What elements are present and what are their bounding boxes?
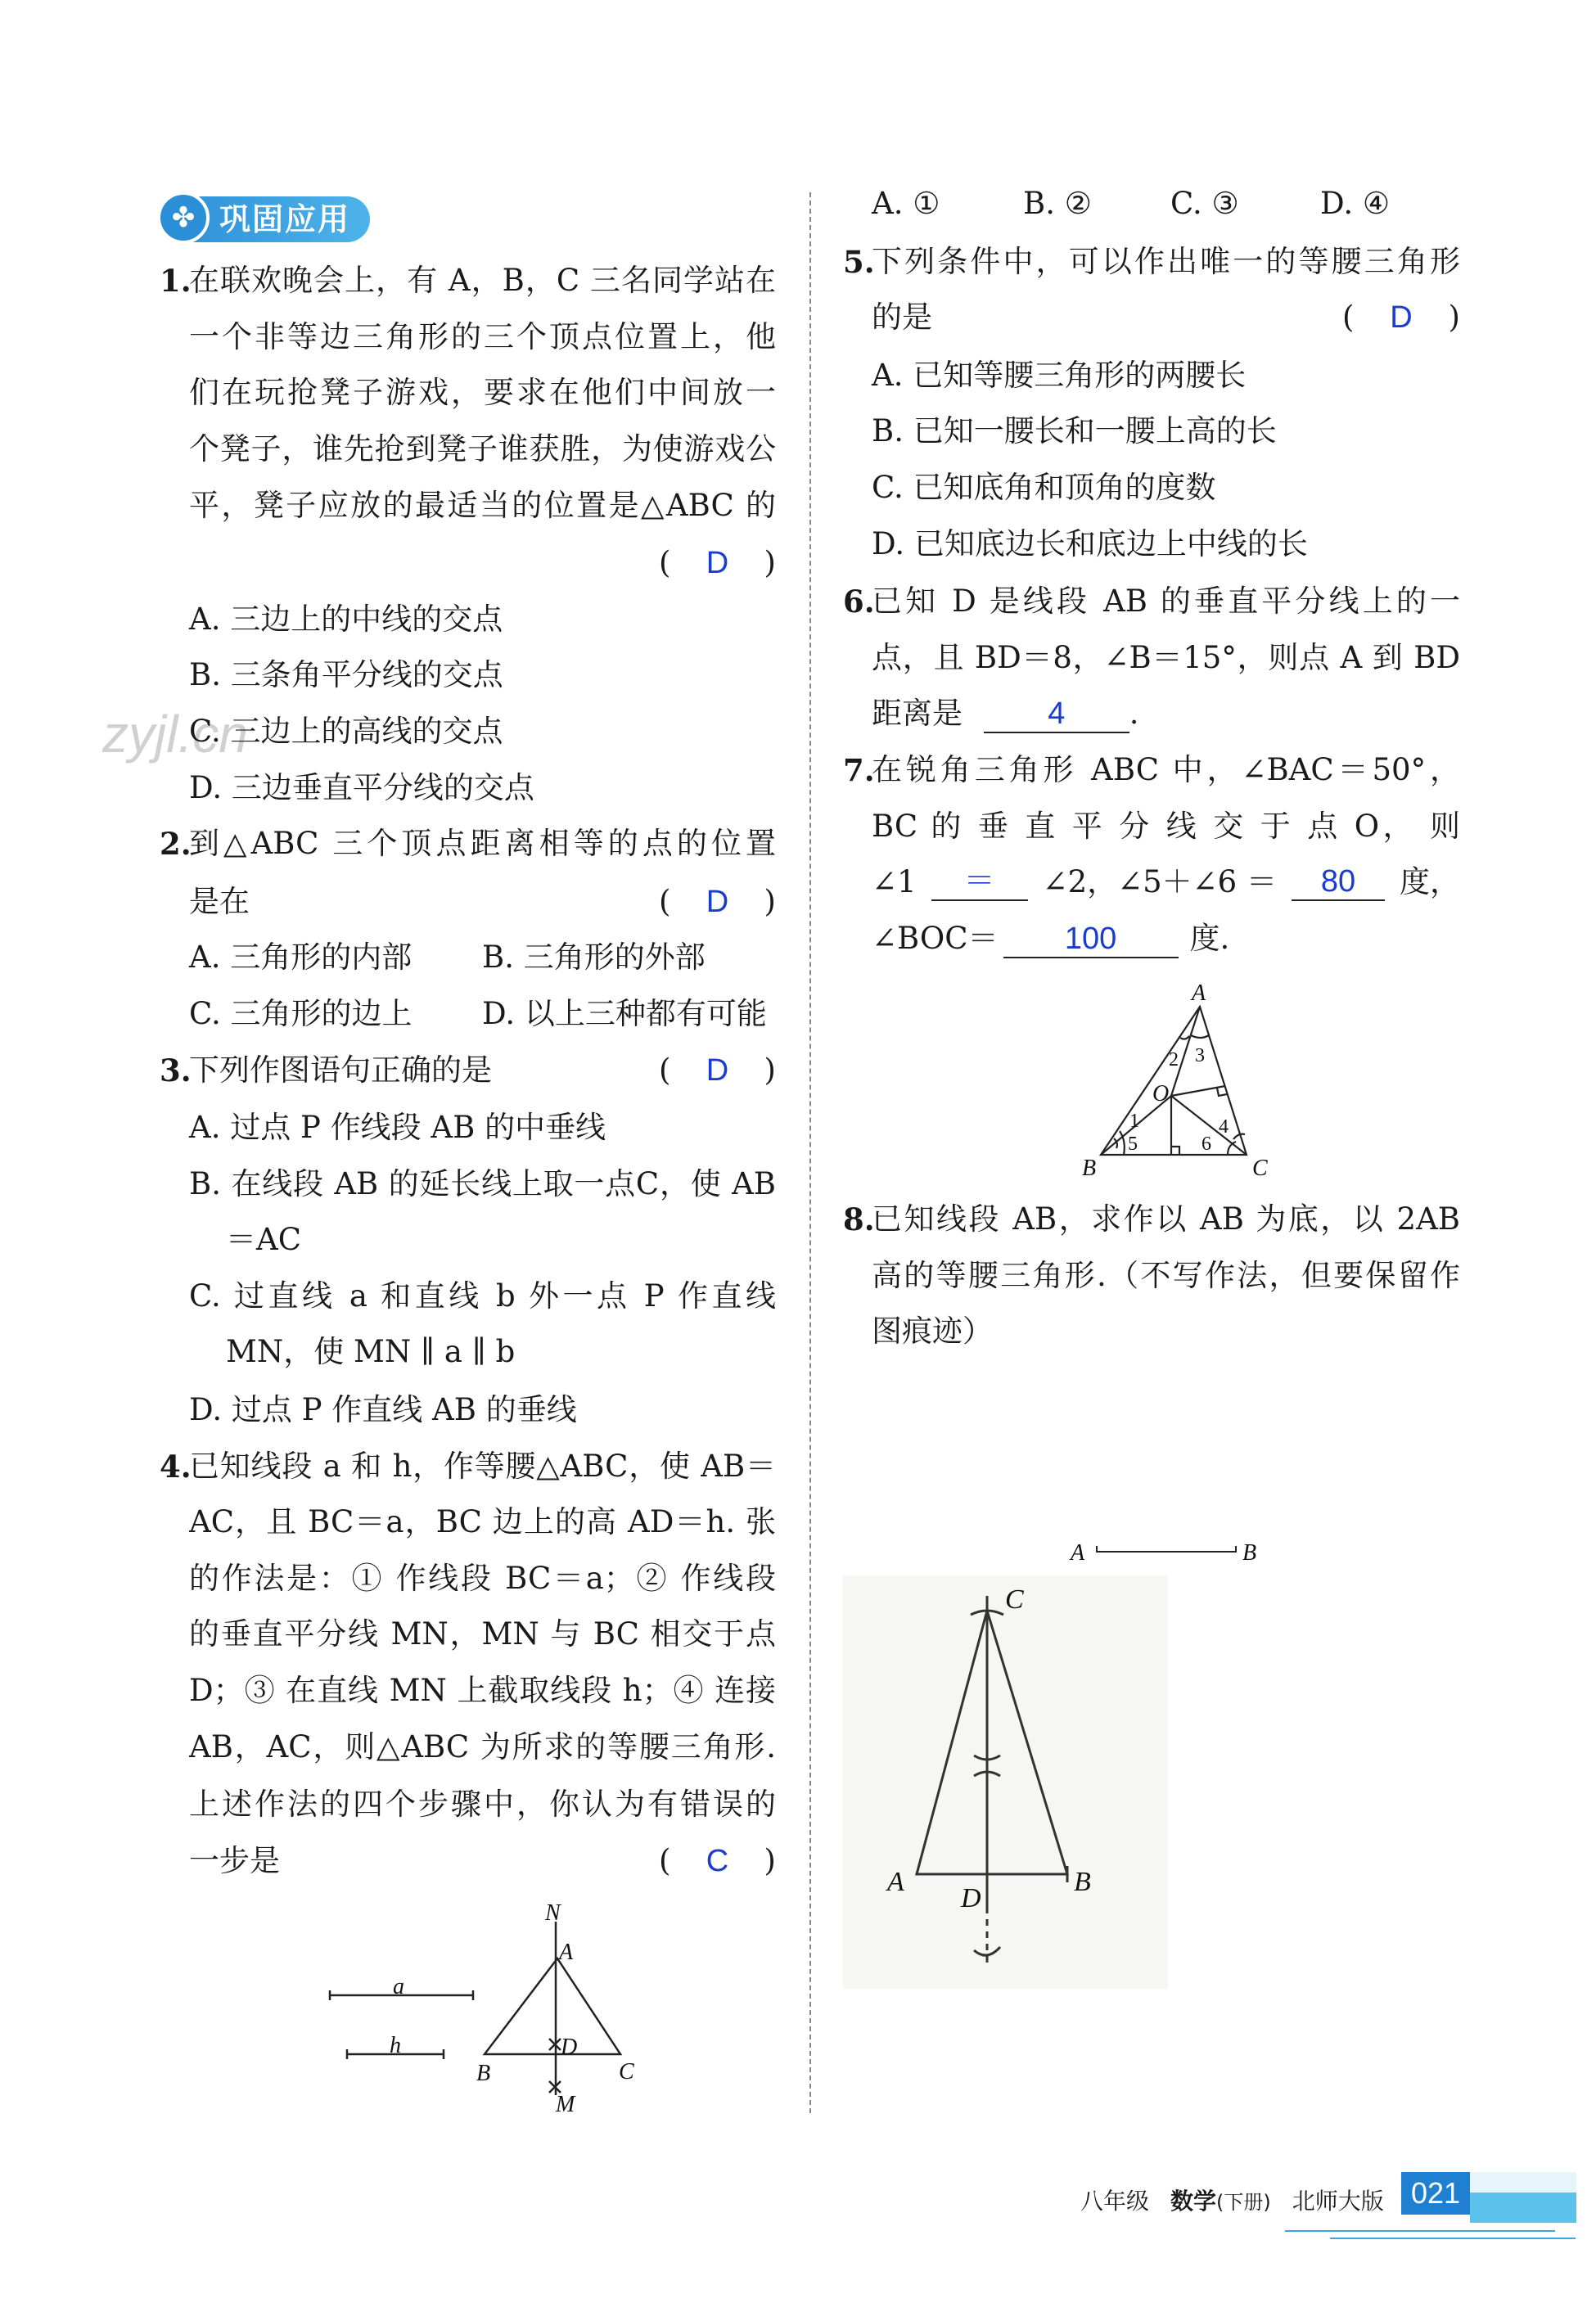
q4-label-h: h [390, 2033, 401, 2058]
q4-answer-bracket: ( C ) [659, 1840, 776, 1882]
q5-answer: D [1390, 300, 1413, 335]
q4-line: AC，且 BC＝a，BC 边上的高 AD＝h. 张 [189, 1504, 776, 1539]
q7-text: 度， [1400, 864, 1460, 899]
angle-5: 5 [1128, 1133, 1138, 1155]
q4-option: A. ① [872, 186, 940, 221]
q7-blank-3: 100 [1003, 921, 1179, 958]
footer-subject: 数学 [1170, 2188, 1217, 2215]
q6-line: 已知 D 是线段 AB 的垂直平分线上的一 [872, 584, 1460, 619]
q2-line: 是在 [189, 884, 250, 919]
section-title: 巩固应用 [219, 201, 351, 237]
q4-number: 4. [160, 1449, 192, 1485]
q7-blank-2: 80 [1292, 863, 1385, 901]
q8-line: 图痕迹） [872, 1314, 993, 1349]
q1-line: 平，凳子应放的最适当的位置是△ABC 的 [189, 488, 776, 523]
q1-number: 1. [160, 263, 192, 299]
q7-label-O: O [1152, 1081, 1170, 1106]
q3-option: B. 在线段 AB 的延长线上取一点C，使 AB [189, 1166, 776, 1201]
q7-line: BC 的 垂 直 平 分 线 交 于 点 O， 则 [872, 809, 1460, 844]
q1-line: 个凳子，谁先抢到凳子谁获胜，为使游戏公 [189, 431, 776, 466]
q4-label-C: C [619, 2059, 634, 2084]
q1-line: 在联欢晚会上，有 A，B，C 三名同学站在 [189, 263, 776, 298]
q4-line: 的垂直平分线 MN，MN 与 BC 相交于点 [189, 1616, 776, 1652]
q7-label-A: A [1192, 980, 1206, 1006]
q6-number: 6. [843, 584, 875, 620]
q8-construction-area [843, 1575, 1168, 1989]
q8-label-A2: A [887, 1867, 904, 1897]
q7-text: ∠BOC＝ [872, 921, 999, 956]
q2-option: D. 以上三种都有可能 [482, 996, 767, 1031]
q7-blank-1: ＝ [931, 863, 1028, 901]
q7-text: ∠1 [872, 864, 917, 899]
q7-label-B: B [1082, 1156, 1097, 1181]
q5-line: 下列条件中，可以作出唯一的等腰三角形 [872, 244, 1460, 279]
q2-option: A. 三角形的内部 [189, 940, 413, 975]
angle-1: 1 [1129, 1111, 1139, 1132]
q1-line: 一个非等边三角形的三个顶点位置上，他 [189, 319, 776, 354]
angle-6: 6 [1202, 1133, 1211, 1155]
q4-line: 一步是 [189, 1843, 280, 1878]
footer-rule [1285, 2230, 1555, 2232]
q3-option: D. 过点 P 作直线 AB 的垂线 [189, 1392, 577, 1427]
q7-text: 度. [1189, 921, 1230, 956]
footer-rule [1330, 2238, 1576, 2239]
q4-label-M: M [556, 2092, 575, 2117]
q4-option: C. ③ [1170, 186, 1239, 221]
q7-text: ∠2，∠5＋∠6 ＝ [1042, 864, 1277, 899]
watermark: zyjl.cn [102, 705, 248, 764]
q6-period: . [1129, 696, 1139, 731]
q3-option-cont: ＝AC [226, 1222, 302, 1257]
q6-text: 距离是 [872, 696, 963, 731]
q4-line: AB，AC，则△ABC 为所求的等腰三角形. [189, 1729, 776, 1764]
footer-band [1470, 2172, 1576, 2223]
q1-option: A. 三边上的中线的交点 [189, 602, 503, 637]
footer-grade: 八年级 [1080, 2188, 1150, 2215]
q7-angle-numbers [1128, 1045, 1229, 1155]
q4-label-B: B [476, 2061, 491, 2086]
q1-line: 们在玩抢凳子游戏，要求在他们中间放一 [189, 375, 776, 410]
q5-line: 的是 [872, 300, 932, 335]
q8-given-segment [1097, 1546, 1236, 1553]
q4-line: 上述作法的四个步骤中，你认为有错误的 [189, 1787, 776, 1822]
q5-option: A. 已知等腰三角形的两腰长 [872, 358, 1247, 393]
q8-label-D: D [961, 1883, 981, 1913]
q8-label-B: B [1242, 1540, 1257, 1566]
q5-option: C. 已知底角和顶角的度数 [872, 470, 1216, 505]
footer [1080, 2181, 1384, 2219]
q4-line: 的作法是：① 作线段 BC＝a；② 作线段 [189, 1561, 776, 1596]
q8-number: 8. [843, 1201, 875, 1237]
q4-label-A: A [559, 1940, 574, 1965]
q3-line: 下列作图语句正确的是 [189, 1052, 492, 1088]
q1-option: D. 三边垂直平分线的交点 [189, 770, 534, 805]
q8-label-C: C [1005, 1584, 1024, 1615]
q4-label-a: a [393, 1974, 404, 1999]
footer-volume: (下册) [1216, 2191, 1271, 2214]
footer-edition: 北师大版 [1292, 2188, 1384, 2215]
q2-line: 到△ABC 三个顶点距离相等的点的位置 [189, 826, 776, 861]
q7-line: 在锐角三角形 ABC 中，∠BAC＝50°， [872, 752, 1460, 787]
angle-3: 3 [1195, 1045, 1205, 1066]
q2-number: 2. [160, 826, 192, 862]
q3-option: C. 过直线 a 和直线 b 外一点 P 作直线 [189, 1278, 776, 1314]
q3-option-cont: MN，使 MN ∥ a ∥ b [226, 1334, 516, 1369]
q8-label-A: A [1071, 1540, 1085, 1566]
q5-option: D. 已知底边长和底边上中线的长 [872, 526, 1308, 561]
q3-answer: D [706, 1053, 729, 1088]
q8-line: 已知线段 AB，求作以 AB 为底，以 2AB [872, 1201, 1460, 1237]
q2-option: C. 三角形的边上 [189, 996, 413, 1031]
q4-label-D: D [561, 2035, 578, 2060]
q2-answer-bracket: ( D ) [659, 881, 776, 923]
q1-option: C. 三边上的高线的交点 [189, 714, 503, 749]
q7-label-C: C [1252, 1156, 1268, 1181]
q8-line: 高的等腰三角形.（不写作法，但要保留作 [872, 1258, 1460, 1293]
angle-2: 2 [1169, 1049, 1179, 1070]
q1-answer: D [706, 546, 729, 580]
q3-answer-bracket: ( D ) [659, 1049, 776, 1092]
q4-option: D. ④ [1320, 186, 1391, 221]
clover-icon: ✤ [157, 192, 210, 244]
q4-figure [330, 1922, 620, 2095]
q6-line: 点，且 BD＝8，∠B＝15°，则点 A 到 BD [872, 640, 1460, 675]
q4-option: B. ② [1023, 186, 1092, 221]
q5-option: B. 已知一腰长和一腰上高的长 [872, 413, 1277, 448]
q5-number: 5. [843, 244, 875, 280]
q8-label-B2: B [1074, 1867, 1091, 1897]
q2-option: B. 三角形的外部 [482, 940, 706, 975]
q4-line: 已知线段 a 和 h，作等腰△ABC，使 AB＝ [189, 1449, 776, 1484]
q4-line: D；③ 在直线 MN 上截取线段 h；④ 连接 [189, 1673, 776, 1708]
q7-number: 7. [843, 752, 875, 788]
q3-option: A. 过点 P 作线段 AB 的中垂线 [189, 1110, 606, 1145]
q6-blank: 4 [984, 696, 1129, 733]
q5-answer-bracket: ( D ) [1342, 296, 1460, 339]
q4-label-N: N [545, 1900, 561, 1926]
q1-answer-bracket: ( D ) [659, 542, 776, 584]
q1-option: B. 三条角平分线的交点 [189, 657, 503, 692]
angle-4: 4 [1219, 1116, 1229, 1138]
q4-answer: C [706, 1844, 729, 1878]
q3-number: 3. [160, 1052, 192, 1088]
q2-answer: D [706, 885, 729, 919]
page-number: 021 [1401, 2172, 1470, 2215]
